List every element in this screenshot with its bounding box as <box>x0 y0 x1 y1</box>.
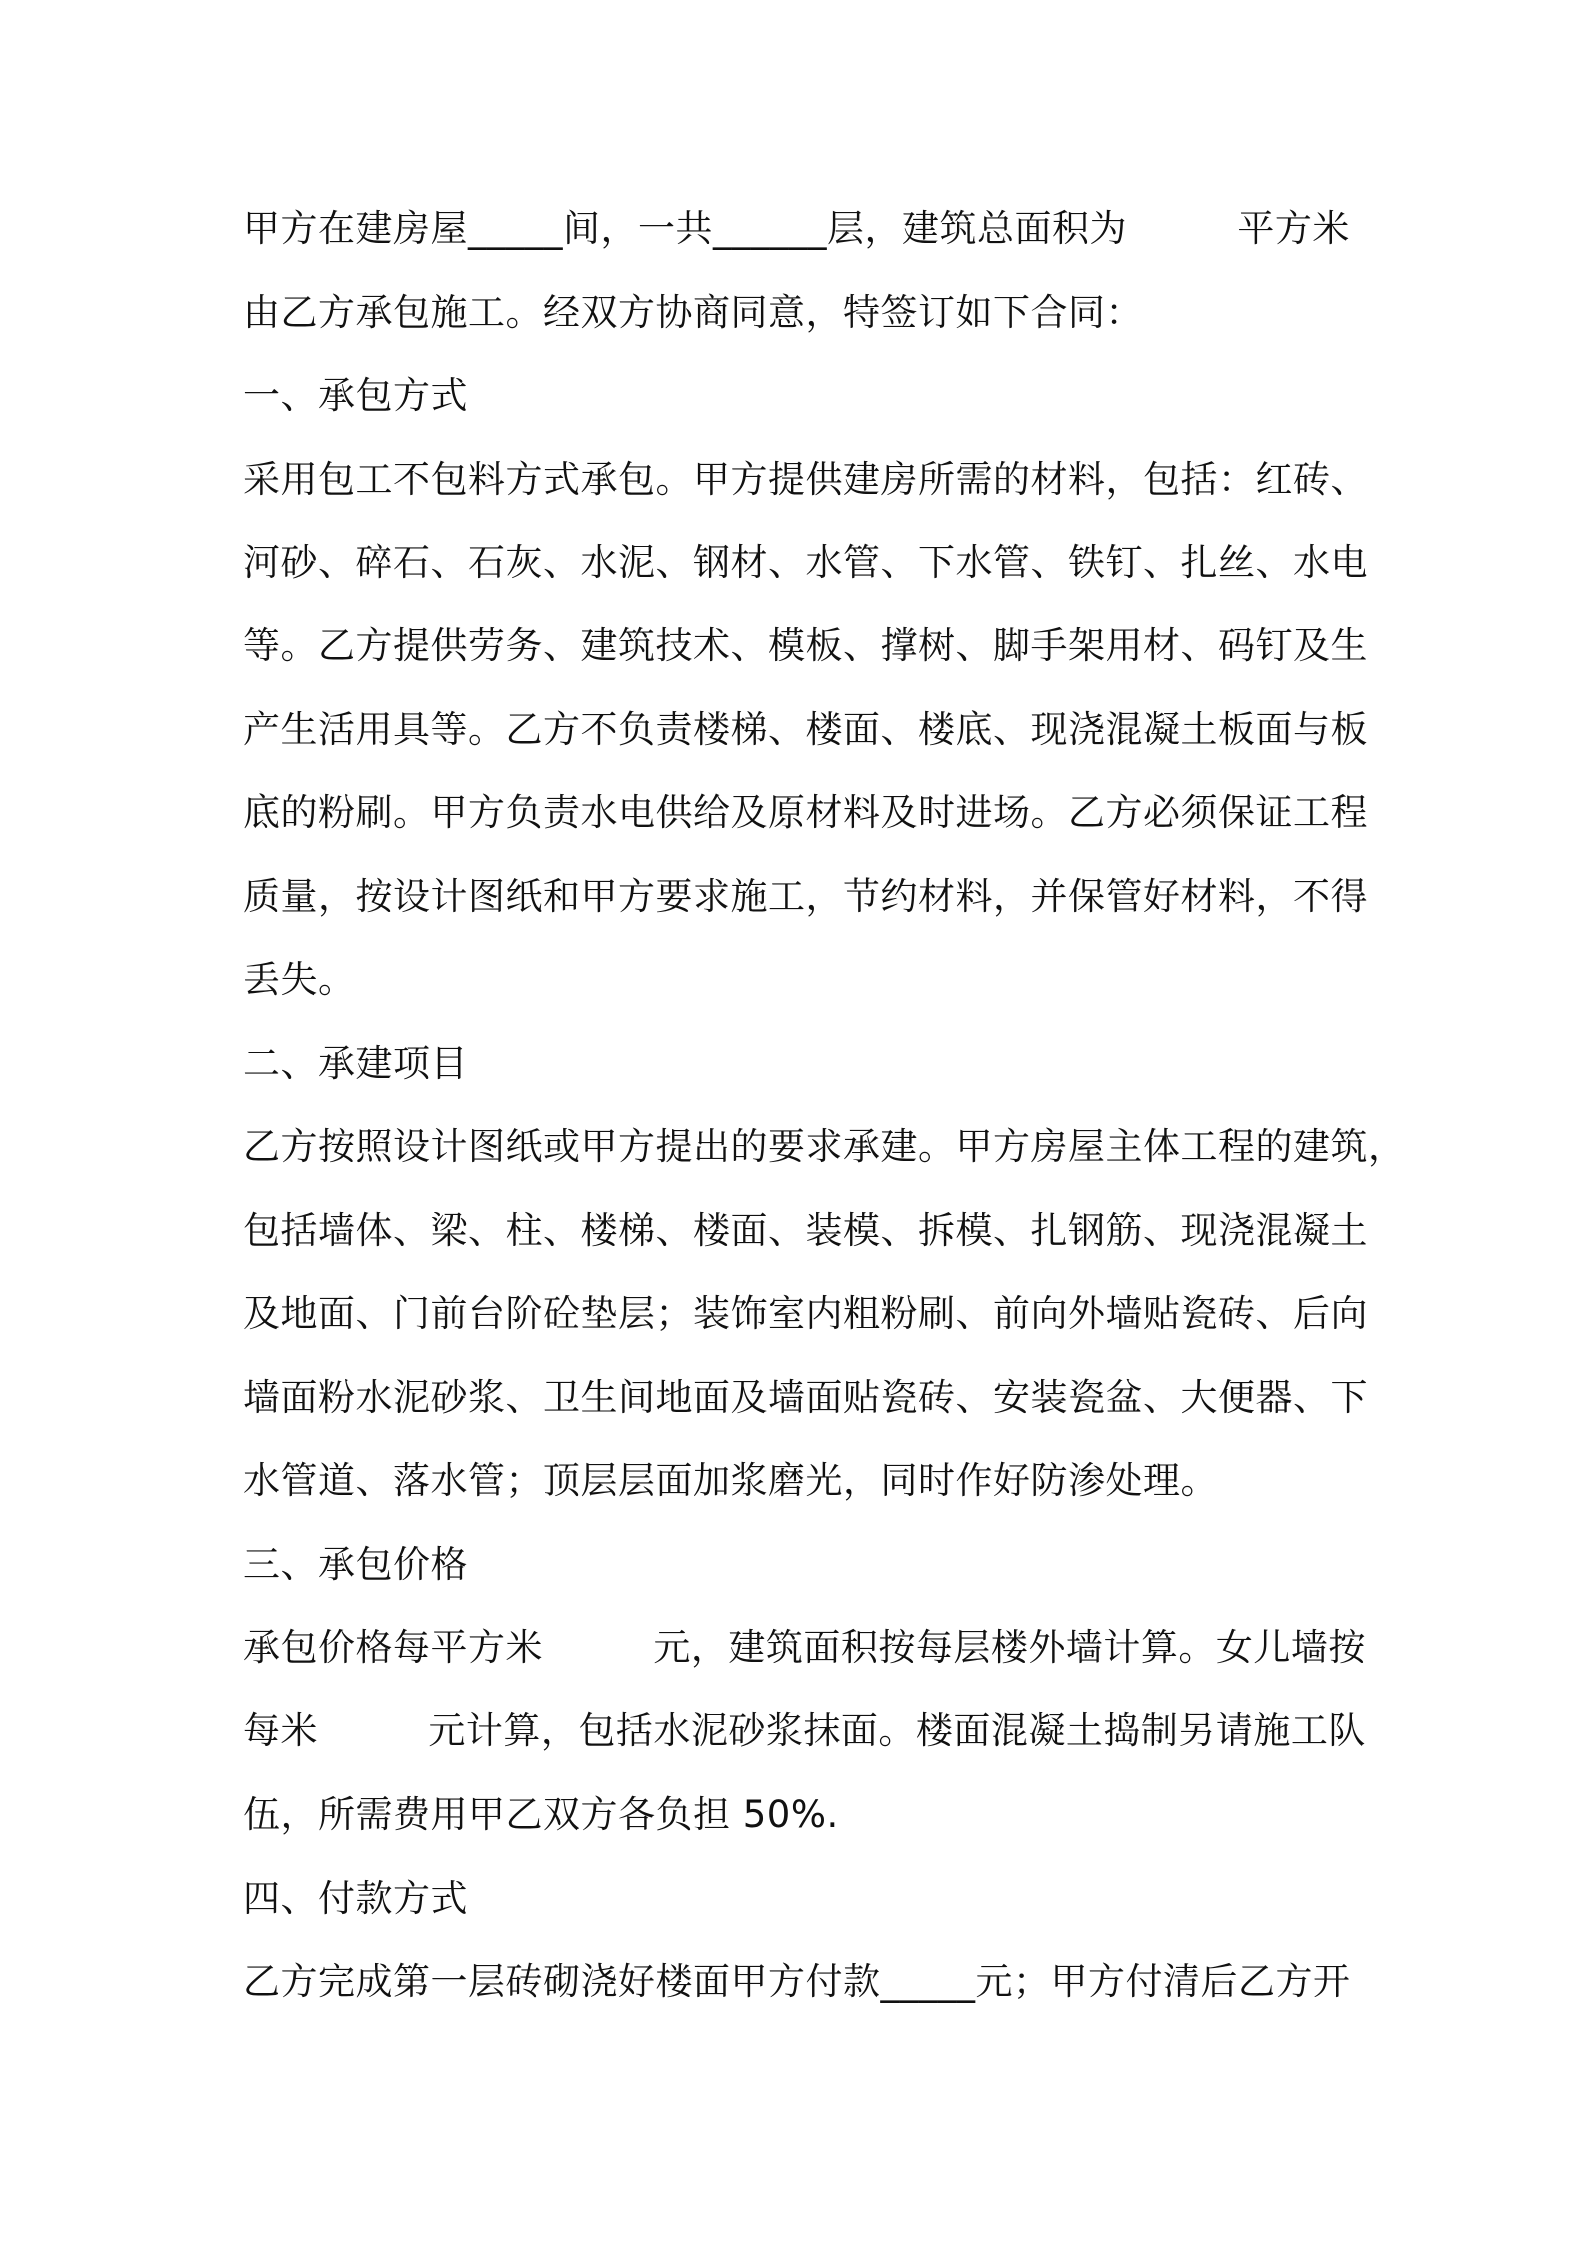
text-line-19: 每米 元计算，包括水泥砂浆抹面。楼面混凝土捣制另请施工队 <box>243 1709 1366 1752</box>
text-line-8: 底的粉刷。甲方负责水电供给及原材料及时进场。乙方必须保证工程 <box>243 791 1368 834</box>
text-line-1: 甲方在建房屋_____间，一共______层，建筑总面积为 平方米 <box>243 207 1350 250</box>
section-heading-1: 一、承包方式 <box>243 374 468 417</box>
section-heading-4: 四、付款方式 <box>243 1877 468 1920</box>
section-heading-3: 三、承包价格 <box>243 1543 468 1586</box>
text-line-12: 乙方按照设计图纸或甲方提出的要求承建。甲方房屋主体工程的建筑， <box>243 1125 1406 1168</box>
section-heading-2: 二、承建项目 <box>243 1042 468 1085</box>
text-line-2: 由乙方承包施工。经双方协商同意，特签订如下合同： <box>243 291 1143 334</box>
text-line-16: 水管道、落水管；顶层层面加浆磨光，同时作好防渗处理。 <box>243 1459 1218 1502</box>
text-line-22: 乙方完成第一层砖砌浇好楼面甲方付款_____元；甲方付清后乙方开 <box>243 1960 1351 2003</box>
text-line-15: 墙面粉水泥砂浆、卫生间地面及墙面贴瓷砖、安装瓷盆、大便器、下 <box>243 1376 1368 1419</box>
text-line-20: 伍，所需费用甲乙双方各负担 50%. <box>243 1793 839 1836</box>
text-line-9: 质量，按设计图纸和甲方要求施工，节约材料，并保管好材料，不得 <box>243 875 1368 918</box>
text-line-18: 承包价格每平方米 元，建筑面积按每层楼外墙计算。女儿墙按 <box>243 1626 1366 1669</box>
text-line-14: 及地面、门前台阶砼垫层；装饰室内粗粉刷、前向外墙贴瓷砖、后向 <box>243 1292 1368 1335</box>
text-line-5: 河砂、碎石、石灰、水泥、钢材、水管、下水管、铁钉、扎丝、水电 <box>243 541 1368 584</box>
text-line-10: 丢失。 <box>243 958 356 1001</box>
text-line-7: 产生活用具等。乙方不负责楼梯、楼面、楼底、现浇混凝土板面与板 <box>243 708 1368 751</box>
text-line-4: 采用包工不包料方式承包。甲方提供建房所需的材料，包括：红砖、 <box>243 458 1368 501</box>
text-line-6: 等。乙方提供劳务、建筑技术、模板、撑树、脚手架用材、码钉及生 <box>243 624 1368 667</box>
text-line-13: 包括墙体、梁、柱、楼梯、楼面、装模、拆模、扎钢筋、现浇混凝土 <box>243 1209 1368 1252</box>
